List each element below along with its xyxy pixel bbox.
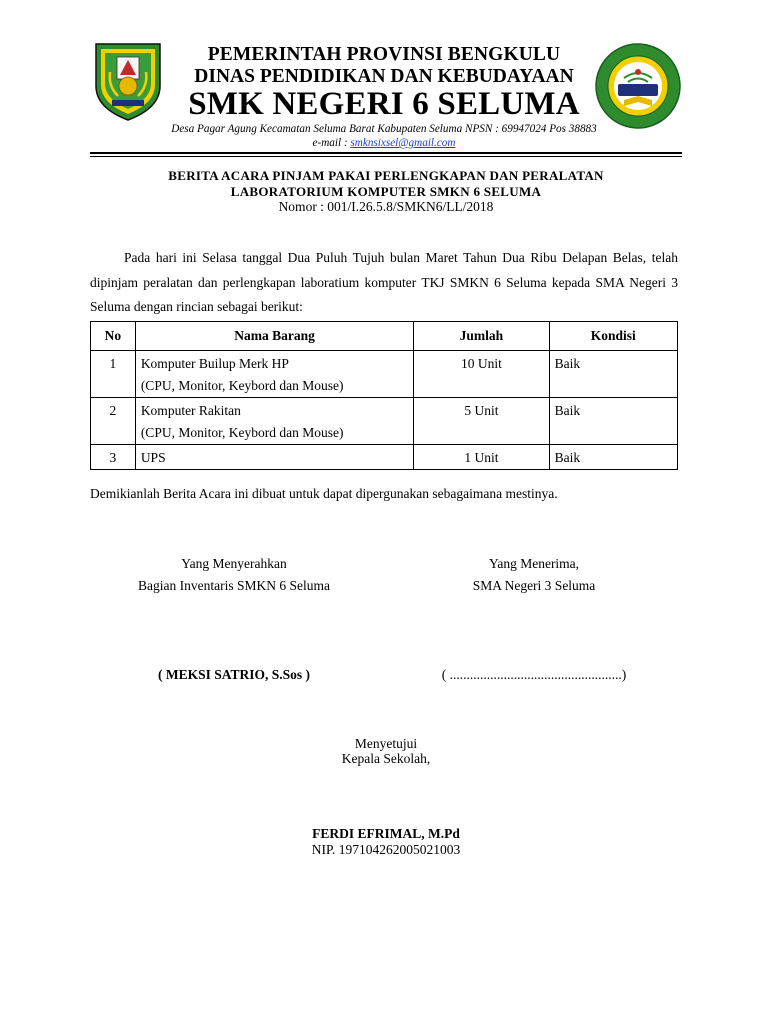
cell-no: 1 xyxy=(91,351,136,398)
cell-no: 2 xyxy=(91,398,136,445)
email-link[interactable]: smknsixsel@gmail.com xyxy=(350,137,456,149)
cell-name: UPS xyxy=(135,445,413,470)
header-name: Nama Barang xyxy=(135,322,413,351)
letterhead-rule-thin xyxy=(90,156,682,157)
cell-qty: 1 Unit xyxy=(414,445,549,470)
table-row xyxy=(91,445,678,470)
header-no: No xyxy=(91,322,136,351)
opening-paragraph xyxy=(90,246,678,320)
document-title-line1: BERITA ACARA PINJAM PAKAI PERLENGKAPAN DAN PERALATAN xyxy=(168,168,604,183)
header-qty: Jumlah xyxy=(414,322,549,351)
left-signer-name: ( MEKSI SATRIO, S.Sos ) xyxy=(157,667,311,682)
cell-condition: Baik xyxy=(549,351,677,398)
cell-name xyxy=(135,351,413,398)
letterhead-school-name: SMK NEGERI 6 SELUMA xyxy=(188,86,580,122)
principal-nip: NIP. 197104262005021003 xyxy=(311,842,461,857)
letterhead-department: DINAS PENDIDIKAN DAN KEBUDAYAAN xyxy=(194,66,574,87)
item-detail: (CPU, Monitor, Keybord dan Mouse) xyxy=(140,425,344,440)
right-signer-org: SMA Negeri 3 Seluma xyxy=(472,578,596,593)
letterhead-rule-thick xyxy=(90,152,682,154)
table-header-row xyxy=(91,322,678,351)
document-number: Nomor : 001/I.26.5.8/SMKN6/LL/2018 xyxy=(278,199,494,214)
principal-title: Kepala Sekolah, xyxy=(341,751,431,766)
table-row xyxy=(91,398,678,445)
letterhead-address: Desa Pagar Agung Kecamatan Seluma Barat Kabupaten Seluma NPSN : 69947024 Pos 38883 xyxy=(171,123,597,135)
cell-condition: Baik xyxy=(549,398,677,445)
principal-name: FERDI EFRIMAL, M.Pd xyxy=(312,826,460,841)
cell-qty: 10 Unit xyxy=(414,351,549,398)
cell-no: 3 xyxy=(91,445,136,470)
email-label: e-mail : xyxy=(312,137,348,149)
item-name: Komputer Rakitan xyxy=(140,403,241,418)
right-signer-name-blank: ( ...................................................) xyxy=(441,667,627,682)
document-title-line2: LABORATORIUM KOMPUTER SMKN 6 SELUMA xyxy=(230,184,542,199)
letterhead-email-line xyxy=(100,137,668,149)
items-table xyxy=(90,321,678,470)
cell-name xyxy=(135,398,413,445)
item-detail: (CPU, Monitor, Keybord dan Mouse) xyxy=(140,378,344,393)
letterhead-province: PEMERINTAH PROVINSI BENGKULU xyxy=(207,44,561,65)
table-row xyxy=(91,351,678,398)
right-signer-role: Yang Menerima, xyxy=(488,556,580,571)
cell-qty: 5 Unit xyxy=(414,398,549,445)
item-name: Komputer Builup Merk HP xyxy=(140,356,289,371)
left-signer-role: Yang Menyerahkan xyxy=(181,556,287,571)
left-signer-org: Bagian Inventaris SMKN 6 Seluma xyxy=(138,578,330,593)
closing-statement: Demikianlah Berita Acara ini dibuat untuk dapat dipergunakan sebagaimana mestinya. xyxy=(90,486,558,501)
opening-paragraph-text: Pada hari ini Selasa tanggal Dua Puluh Tujuh bulan Maret Tahun Dua Ribu Delapan Belas, telah dipinjam peralatan dan perlengkapan laboratium komputer TKJ SMKN 6 Seluma kepada SMA Negeri 3 Seluma dengan rincian sebagai berikut: xyxy=(90,250,678,314)
approval-label: Menyetujui xyxy=(354,736,418,751)
header-condition: Kondisi xyxy=(549,322,677,351)
cell-condition: Baik xyxy=(549,445,677,470)
